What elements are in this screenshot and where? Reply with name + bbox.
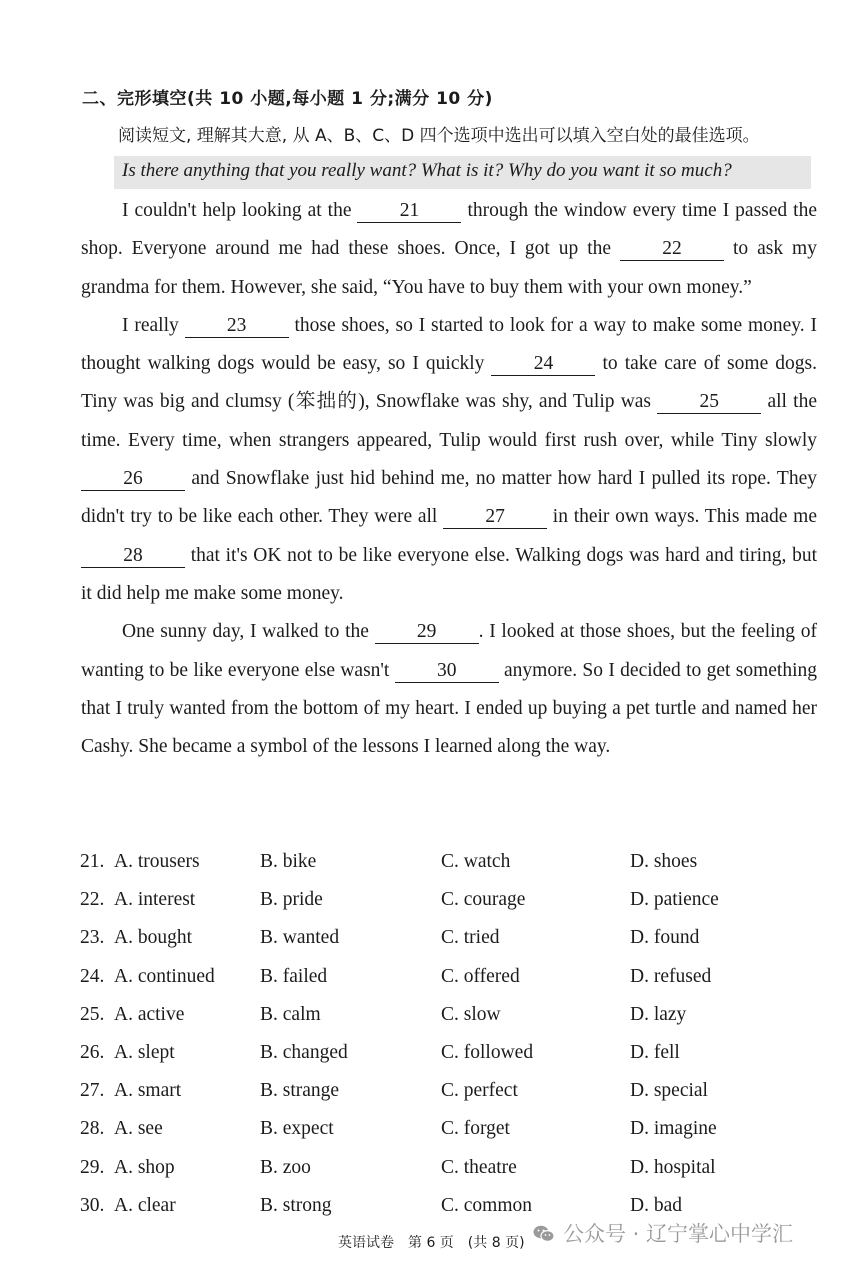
watermark (533, 1218, 793, 1248)
option-a: A. bought (114, 927, 192, 949)
option-b: B. bike (260, 851, 317, 872)
question-number: 23. (80, 927, 105, 949)
paragraph-3 (81, 613, 817, 766)
option-row (80, 1114, 820, 1152)
cloze-passage (81, 192, 817, 766)
option-b: B. wanted (260, 927, 340, 949)
passage-text: through the window every time I passed the shop. Everyone around me had these shoes. Once, I got up the (81, 200, 817, 260)
wechat-icon (533, 1224, 555, 1242)
option-d: D. imagine (630, 1118, 717, 1140)
option-row (80, 962, 820, 1000)
option-c: C. slow (441, 1003, 501, 1025)
answer-options (80, 847, 820, 1229)
option-a: A. shop (114, 1156, 175, 1178)
passage-text: to ask my grandma for them. However, she said, “You have to buy them with your own money.” (81, 238, 817, 298)
blank-23: 23 (185, 315, 289, 338)
passage-text: One sunny day, I walked to the (122, 621, 375, 643)
blank-25: 25 (657, 391, 761, 414)
option-b: B. strange (260, 1080, 340, 1102)
option-row (80, 847, 820, 885)
passage-text: to take care of some dogs. Tiny was big and clumsy (笨拙的), Snowflake was shy, and Tulip was (81, 353, 817, 413)
option-d: D. found (630, 927, 700, 949)
blank-28: 28 (81, 545, 185, 568)
option-a: A. smart (114, 1080, 182, 1102)
paragraph-2 (81, 307, 817, 613)
question-number: 25. (80, 1003, 105, 1025)
option-a: A. see (114, 1118, 163, 1140)
question-number: 24. (80, 965, 105, 987)
option-row (80, 923, 820, 961)
option-a: A. clear (114, 1194, 176, 1216)
option-a: A. interest (114, 889, 196, 911)
passage-text: I really (122, 314, 185, 336)
option-row (80, 1000, 820, 1038)
question-number: 30. (80, 1194, 105, 1216)
blank-27: 27 (443, 506, 547, 529)
option-row (80, 1038, 820, 1076)
option-a: A. active (114, 1003, 185, 1025)
passage-text: anymore. So I decided to get something that I truly wanted from the bottom of my heart. I ended up buying a pet turtle and named her Cashy. She became a symbol of the lessons I learned along the way. (81, 659, 818, 758)
question-number: 22. (80, 889, 105, 911)
question-number: 21. (80, 851, 105, 872)
option-a: A. continued (114, 965, 215, 987)
option-c: C. courage (441, 889, 526, 911)
intro-questions: Is there anything that you really want? What is it? Why do you want it so much? (122, 160, 732, 181)
option-d: D. lazy (630, 1003, 687, 1025)
option-c: C. perfect (441, 1080, 518, 1102)
passage-text: and Snowflake just hid behind me, no matter how hard I pulled its rope. They didn't try to be like each other. They were all (81, 468, 817, 528)
paragraph-1 (81, 192, 817, 307)
question-number: 26. (80, 1041, 105, 1063)
option-row (80, 1076, 820, 1114)
option-b: B. failed (260, 965, 328, 987)
option-b: B. strong (260, 1194, 332, 1216)
option-row (80, 1153, 820, 1191)
option-c: C. followed (441, 1041, 534, 1063)
option-row (80, 885, 820, 923)
question-number: 29. (80, 1156, 105, 1178)
passage-text: I couldn't help looking at the (122, 200, 358, 221)
option-c: C. tried (441, 927, 500, 949)
passage-text: those shoes, so I started to look for a way to make some money. I thought walking dogs would be easy, so I quickly (81, 314, 817, 375)
blank-24: 24 (491, 353, 595, 376)
passage-text: all the time. Every time, when strangers appeared, Tulip would first rush over, while Tiny slowly (81, 391, 817, 451)
passage-text: in their own ways. This made me (547, 506, 817, 528)
option-c: C. offered (441, 965, 520, 987)
blank-29: 29 (375, 621, 479, 644)
option-d: D. special (630, 1080, 708, 1102)
section-title: 二、完形填空(共 10 小题,每小题 1 分;满分 10 分) (82, 89, 493, 109)
option-b: B. changed (260, 1041, 348, 1063)
option-b: B. zoo (260, 1156, 311, 1178)
passage-text: . I looked at those shoes, but the feeling of wanting to be like everyone else wasn't (81, 621, 817, 681)
question-number: 28. (80, 1118, 105, 1140)
option-b: B. expect (260, 1118, 334, 1140)
blank-22: 22 (620, 238, 724, 261)
option-c: C. watch (441, 851, 511, 872)
option-c: C. common (441, 1194, 532, 1216)
option-d: D. hospital (630, 1156, 716, 1178)
option-d: D. patience (630, 889, 719, 911)
blank-30: 30 (395, 660, 499, 683)
option-d: D. bad (630, 1194, 682, 1216)
option-a: A. slept (114, 1041, 175, 1063)
option-c: C. forget (441, 1118, 510, 1140)
page-footer: 英语试卷 第 6 页 (共 8 页) (338, 1235, 525, 1251)
blank-26: 26 (81, 468, 185, 491)
question-number: 27. (80, 1080, 105, 1102)
option-d: D. shoes (630, 851, 698, 872)
watermark-text: 公众号 · 辽宁掌心中学汇 (563, 1222, 794, 1246)
option-b: B. calm (260, 1003, 321, 1025)
blank-21: 21 (357, 200, 461, 223)
passage-text: that it's OK not to be like everyone else. Walking dogs was hard and tiring, but it did help me make some money. (81, 544, 817, 604)
option-c: C. theatre (441, 1156, 517, 1178)
instruction-text: 阅读短文, 理解其大意, 从 A、B、C、D 四个选项中选出可以填入空白处的最佳选项。 (118, 126, 760, 146)
option-b: B. pride (260, 889, 323, 911)
option-d: D. fell (630, 1041, 680, 1063)
option-a: A. trousers (114, 851, 200, 872)
option-d: D. refused (630, 965, 712, 987)
